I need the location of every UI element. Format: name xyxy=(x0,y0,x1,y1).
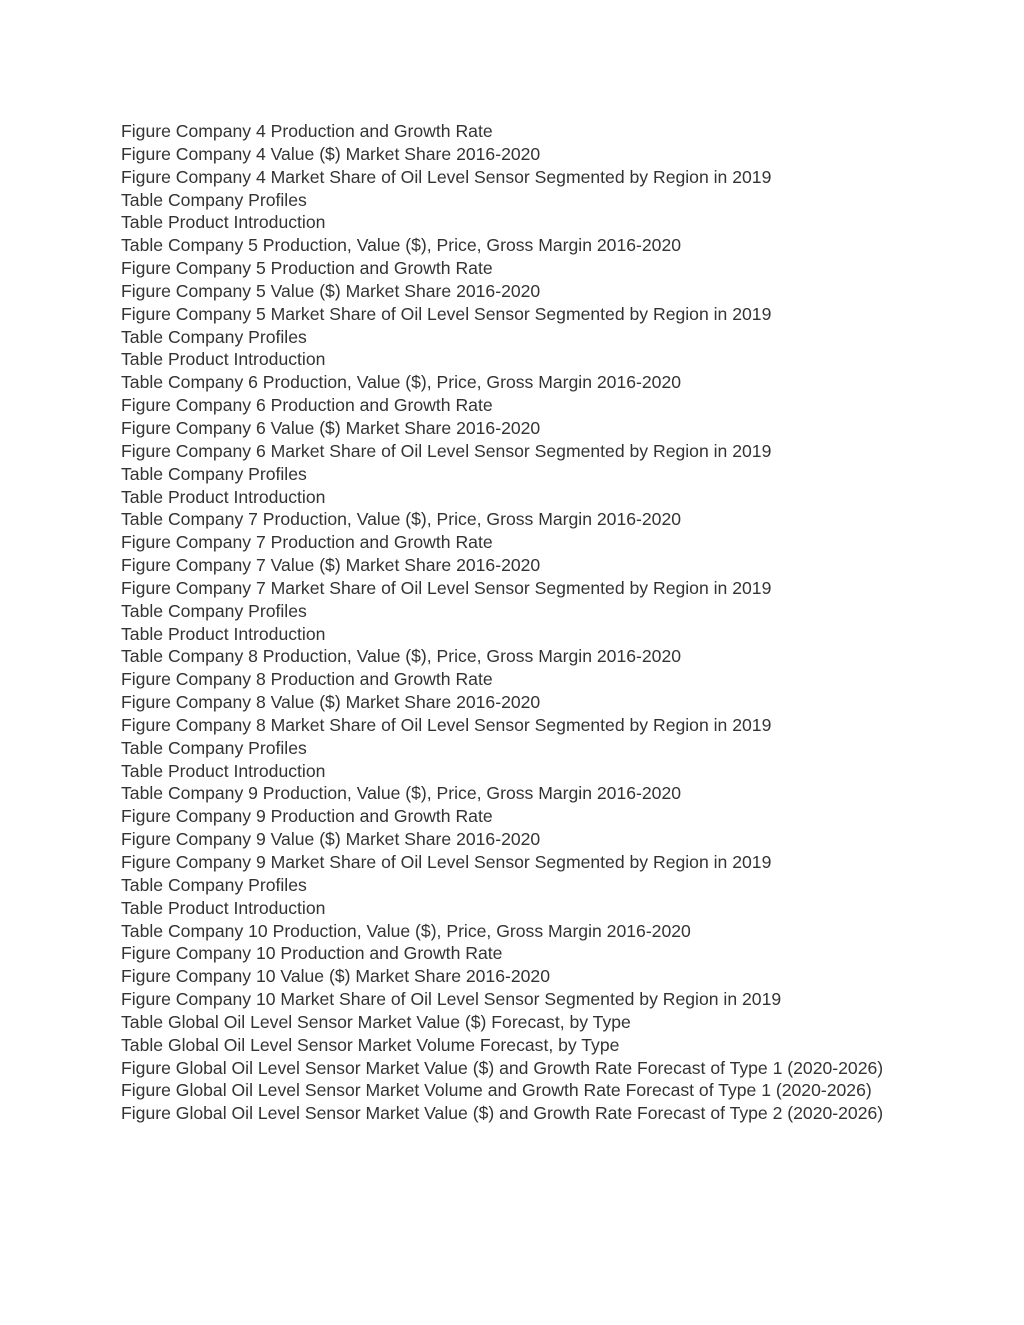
toc-entry: Table Company 10 Production, Value ($), Price, Gross Margin 2016-2020 xyxy=(121,920,691,941)
toc-entry: Figure Global Oil Level Sensor Market Volume and Growth Rate Forecast of Type 1 (2020-2026) xyxy=(121,1080,872,1101)
toc-entry: Figure Company 6 Value ($) Market Share 2016-2020 xyxy=(121,417,541,438)
toc-entry: Figure Company 8 Market Share of Oil Level Sensor Segmented by Region in 2019 xyxy=(121,714,772,735)
toc-entry: Figure Company 9 Value ($) Market Share 2016-2020 xyxy=(121,829,541,850)
toc-entry: Figure Company 6 Market Share of Oil Level Sensor Segmented by Region in 2019 xyxy=(121,440,772,461)
toc-entry: Table Global Oil Level Sensor Market Volume Forecast, by Type xyxy=(121,1034,620,1055)
toc-entry: Table Product Introduction xyxy=(121,349,326,370)
toc-entry: Table Company Profiles xyxy=(121,737,307,758)
toc-entry: Table Company Profiles xyxy=(121,463,307,484)
toc-entry: Table Company 6 Production, Value ($), Price, Gross Margin 2016-2020 xyxy=(121,372,682,393)
toc-entry: Figure Global Oil Level Sensor Market Value ($) and Growth Rate Forecast of Type 1 (2020-2026) xyxy=(121,1057,884,1078)
toc-entry: Figure Company 10 Value ($) Market Share 2016-2020 xyxy=(121,966,551,987)
toc-entry: Table Company 5 Production, Value ($), Price, Gross Margin 2016-2020 xyxy=(121,235,682,256)
toc-entry: Table Product Introduction xyxy=(121,486,326,507)
toc-entry: Figure Company 8 Value ($) Market Share 2016-2020 xyxy=(121,692,541,713)
toc-entry: Table Global Oil Level Sensor Market Value ($) Forecast, by Type xyxy=(121,1011,631,1032)
toc-entry: Figure Company 4 Production and Growth Rate xyxy=(121,121,493,141)
toc-entry: Table Product Introduction xyxy=(121,623,326,644)
toc-entry: Table Product Introduction xyxy=(121,760,326,781)
toc-entry: Figure Global Oil Level Sensor Market Value ($) and Growth Rate Forecast of Type 2 (2020-2026) xyxy=(121,1103,884,1124)
toc-entry: Table Company 7 Production, Value ($), Price, Gross Margin 2016-2020 xyxy=(121,509,682,530)
toc-entry: Figure Company 4 Value ($) Market Share 2016-2020 xyxy=(121,143,541,164)
list-of-tables-and-figures xyxy=(121,120,901,1125)
toc-entry: Table Company 8 Production, Value ($), Price, Gross Margin 2016-2020 xyxy=(121,646,682,667)
toc-entry: Figure Company 5 Value ($) Market Share 2016-2020 xyxy=(121,280,541,301)
toc-entry: Table Company Profiles xyxy=(121,189,307,210)
toc-entry: Figure Company 5 Market Share of Oil Level Sensor Segmented by Region in 2019 xyxy=(121,303,772,324)
toc-entry: Figure Company 8 Production and Growth Rate xyxy=(121,669,493,690)
toc-entry: Figure Company 7 Production and Growth Rate xyxy=(121,532,493,553)
toc-entry: Table Product Introduction xyxy=(121,897,326,918)
toc-entry: Table Company 9 Production, Value ($), Price, Gross Margin 2016-2020 xyxy=(121,783,682,804)
toc-entry: Table Company Profiles xyxy=(121,326,307,347)
toc-entry: Figure Company 6 Production and Growth Rate xyxy=(121,395,493,416)
toc-entry: Figure Company 5 Production and Growth Rate xyxy=(121,258,493,279)
toc-entry: Table Company Profiles xyxy=(121,874,307,895)
toc-entry: Table Product Introduction xyxy=(121,212,326,233)
toc-entry: Figure Company 10 Production and Growth Rate xyxy=(121,943,503,964)
toc-entry: Figure Company 10 Market Share of Oil Level Sensor Segmented by Region in 2019 xyxy=(121,989,782,1010)
toc-entry: Figure Company 7 Market Share of Oil Level Sensor Segmented by Region in 2019 xyxy=(121,577,772,598)
toc-entry: Figure Company 9 Production and Growth Rate xyxy=(121,806,493,827)
toc-entry: Figure Company 4 Market Share of Oil Level Sensor Segmented by Region in 2019 xyxy=(121,166,772,187)
toc-entry: Table Company Profiles xyxy=(121,600,307,621)
toc-entry: Figure Company 7 Value ($) Market Share 2016-2020 xyxy=(121,555,541,576)
toc-entry: Figure Company 9 Market Share of Oil Level Sensor Segmented by Region in 2019 xyxy=(121,852,772,872)
